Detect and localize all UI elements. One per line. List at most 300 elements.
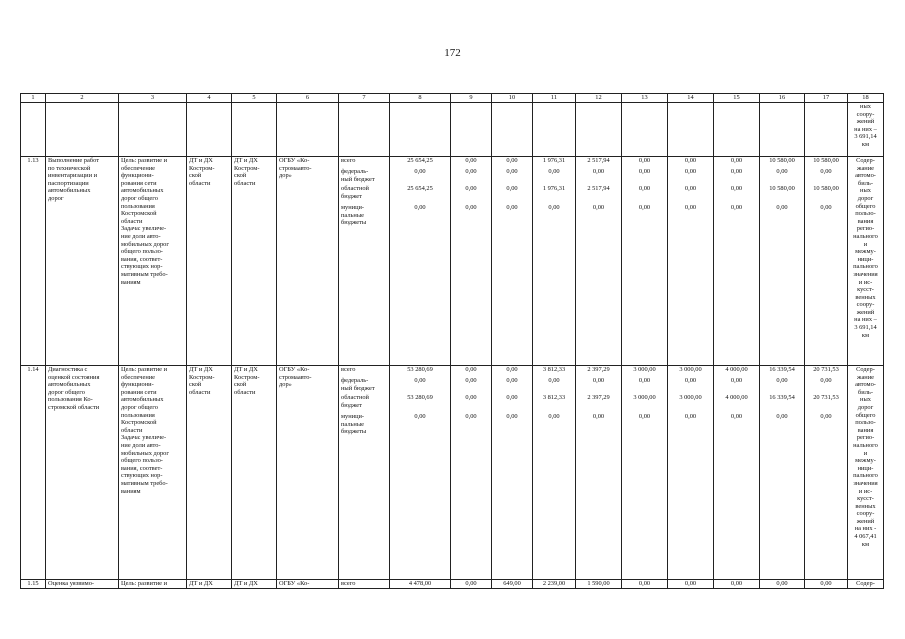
funding-source — [341, 168, 387, 185]
text-line: всего — [341, 157, 356, 164]
table-row — [21, 580, 884, 589]
header-cell: 1 — [21, 94, 46, 103]
text-line: ской — [234, 381, 247, 389]
amount-value: 25 654,25 — [407, 185, 433, 192]
amount-value: 0,00 — [465, 185, 477, 192]
amount-value: 0,00 — [638, 413, 651, 420]
text-line: областной — [341, 185, 369, 192]
text-line: Содер- — [856, 366, 875, 373]
funding-source — [341, 185, 387, 204]
text-line: общего — [855, 411, 876, 419]
text-line: ДТ и ДХ — [234, 157, 258, 164]
text-line: жений — [856, 517, 875, 525]
text-line: нального — [853, 441, 878, 449]
text-line: мобильных дорог — [121, 449, 169, 457]
text-line: Костром- — [234, 164, 260, 172]
text-line: биль- — [858, 388, 873, 396]
amount-value: 0,00 — [638, 377, 651, 384]
text-line: значения — [853, 270, 878, 278]
amount-cell — [668, 157, 714, 366]
amount-value: 0,00 — [548, 377, 560, 384]
amount-value: 16 339,54 — [769, 366, 795, 373]
amount-value: 0,00 — [730, 204, 743, 211]
amount-value: 25 654,25 — [407, 157, 433, 164]
text-line: автомобильных — [121, 187, 164, 195]
text-line: межму- — [855, 248, 876, 256]
amount-value: 0,00 — [465, 366, 477, 373]
text-line: км — [861, 540, 870, 548]
text-line: 3 691,14 — [854, 324, 877, 332]
amount-value: 1 976,31 — [542, 185, 566, 192]
note-line: на них – — [854, 125, 877, 133]
event-name — [46, 366, 119, 580]
co-executor — [232, 366, 277, 580]
amount-value: 2 517,94 — [587, 157, 610, 164]
text-line: ОГБУ «Ко- — [279, 157, 310, 164]
amount-cell — [668, 580, 714, 589]
text-line: венных — [855, 502, 876, 510]
amount-value: 0,00 — [820, 377, 832, 384]
header-cell: 5 — [232, 94, 277, 103]
text-line: ствующих нор- — [121, 263, 163, 271]
goal-task — [119, 580, 187, 589]
amount-cell — [533, 580, 576, 589]
text-line: дорог общего — [121, 403, 158, 411]
amount-value: 0,00 — [506, 366, 518, 373]
funding-source — [341, 377, 387, 394]
text-line: муници- — [341, 204, 365, 211]
text-line: общего пользо- — [121, 248, 163, 256]
text-line: ници- — [857, 464, 874, 472]
amount-value: 3 812,33 — [542, 366, 566, 373]
text-line: Костромской — [121, 419, 157, 427]
text-line: Диагностика с — [48, 366, 88, 373]
text-line: ных — [860, 396, 871, 404]
text-line: ДТ и ДХ — [234, 366, 258, 373]
text-line: пользо- — [855, 210, 876, 218]
amount-value: 4 478,00 — [408, 580, 432, 587]
amount-cell — [622, 580, 668, 589]
text-line: км — [861, 331, 870, 339]
responsible-executor — [187, 580, 232, 589]
amount-value: 0,00 — [506, 204, 518, 211]
row-number — [21, 580, 46, 589]
amount-value: 0,00 — [684, 157, 697, 164]
text-line: мативным требо- — [121, 270, 168, 278]
text-line: ние доли авто- — [121, 232, 161, 240]
text-line: ОГБУ «Ко- — [279, 366, 310, 373]
text-line: и — [863, 449, 868, 457]
amount-value: 0,00 — [506, 394, 518, 401]
text-line: кусст- — [857, 286, 874, 294]
amount-value: 3 812,33 — [542, 394, 566, 401]
amount-value: 0,00 — [684, 204, 697, 211]
amount-value: 10 580,00 — [813, 157, 839, 164]
header-cell: 17 — [805, 94, 848, 103]
text-line: ОГБУ «Ко- — [279, 580, 310, 587]
amount-cell — [622, 366, 668, 580]
note-line: соору- — [856, 110, 875, 118]
amount-value: 16 339,54 — [769, 394, 795, 401]
text-line: области — [189, 388, 211, 396]
amount-value: 0,00 — [820, 204, 832, 211]
amount-value: 0,00 — [506, 413, 518, 420]
goal-task — [119, 366, 187, 580]
text-line: Цель: развитие и — [121, 580, 167, 587]
amount-value: 0,00 — [684, 168, 697, 175]
amount-value: 0,00 — [638, 157, 651, 164]
text-line: ствующих нор- — [121, 472, 163, 480]
text-line: регио- — [856, 225, 875, 233]
amount-value: 0,00 — [638, 185, 651, 192]
text-line: ный бюджет — [341, 175, 375, 183]
text-line: ДТ и ДХ — [189, 580, 213, 587]
participant — [277, 366, 339, 580]
continuation-row — [21, 103, 884, 157]
header-cell: 12 — [576, 94, 622, 103]
text-line: соору- — [856, 510, 875, 518]
text-line: соору- — [856, 301, 875, 309]
amount-value: 0,00 — [465, 377, 477, 384]
amount-cell — [805, 157, 848, 366]
amount-value: 0,00 — [730, 168, 743, 175]
amount-value: 1 976,31 — [542, 157, 566, 164]
funding-source — [339, 580, 390, 589]
text-line: значения — [853, 479, 878, 487]
amount-value: 0,00 — [465, 157, 477, 164]
text-line: ДТ и ДХ — [189, 157, 213, 164]
header-cell: 16 — [760, 94, 805, 103]
amount-value: 0,00 — [730, 413, 743, 420]
text-line: всего — [341, 366, 356, 373]
text-line: венных — [855, 293, 876, 301]
amount-cell — [390, 366, 451, 580]
continuation-note — [848, 103, 884, 157]
funding-source — [341, 157, 387, 168]
amount-cell — [451, 580, 492, 589]
note-line: ных — [860, 103, 871, 110]
funding-sources — [339, 157, 390, 366]
amount-value: 0,00 — [730, 377, 743, 384]
text-line: пального — [853, 263, 878, 271]
text-line: ваниям — [121, 278, 141, 286]
text-line: по технической — [48, 164, 91, 172]
amount-value: 0,00 — [684, 413, 697, 420]
text-line: Костром- — [234, 373, 260, 381]
text-line: общего — [855, 202, 876, 210]
text-line: дорог — [48, 194, 64, 202]
amount-value: 0,00 — [414, 413, 426, 420]
text-line: вания, соответ- — [121, 464, 163, 472]
text-line: Костром- — [189, 164, 215, 172]
text-line: Цель: развитие и — [121, 157, 167, 164]
amount-value: 0,00 — [730, 157, 743, 164]
amount-value: 0,00 — [465, 394, 477, 401]
amount-value: 0,00 — [776, 204, 788, 211]
funding-source — [341, 204, 387, 232]
goal-task — [119, 157, 187, 366]
funding-source — [341, 413, 387, 441]
text-line: Костромской — [121, 210, 157, 218]
text-line: Выполнение работ — [48, 157, 99, 164]
amount-value: 0,00 — [465, 168, 477, 175]
amount-value: 4 000,00 — [725, 366, 748, 373]
text-line: ници- — [857, 255, 874, 263]
text-line: стромаавто- — [279, 164, 312, 172]
result-indicator — [848, 366, 884, 580]
text-line: ДТ и ДХ — [234, 580, 258, 587]
result-indicator — [848, 580, 884, 589]
text-line: ской — [189, 172, 202, 180]
amount-value: 3 000,00 — [633, 394, 656, 401]
amount-value: 0,00 — [684, 580, 697, 587]
co-executor — [232, 580, 277, 589]
text-line: Задача: увеличе- — [121, 434, 167, 442]
text-line: рования сети — [121, 179, 157, 187]
amount-value: 2 397,29 — [587, 394, 610, 401]
amount-value: 0,00 — [684, 377, 697, 384]
text-line: бюджеты — [341, 219, 367, 227]
text-line: паспортизации — [48, 179, 89, 187]
amount-value: 0,00 — [592, 413, 605, 420]
text-line: автомобильных — [48, 187, 91, 195]
amount-cell — [714, 157, 760, 366]
funding-sources — [339, 366, 390, 580]
text-line: пального — [853, 472, 878, 480]
amount-value: 0,00 — [548, 413, 560, 420]
event-name — [46, 580, 119, 589]
responsible-executor — [187, 366, 232, 580]
text-line: мативным требо- — [121, 479, 168, 487]
text-line: пользования Ко- — [48, 396, 93, 404]
text-line: Задача: увеличе- — [121, 225, 167, 233]
text-line: жание — [857, 373, 874, 381]
text-line: оценкой состояния — [48, 373, 100, 381]
text-line: жений — [856, 308, 875, 316]
text-line: и — [863, 240, 868, 248]
text-line: ваниям — [121, 487, 141, 495]
header-cell: 14 — [668, 94, 714, 103]
amount-value: 1 590,00 — [587, 580, 610, 587]
amount-cell — [533, 366, 576, 580]
text-line: бюджет — [341, 401, 362, 409]
text-line: ской — [234, 172, 247, 180]
header-cell: 18 — [848, 94, 884, 103]
amount-value: 3 000,00 — [633, 366, 656, 373]
text-line: области — [121, 426, 143, 434]
amount-value: 0,00 — [820, 168, 832, 175]
funding-source — [341, 366, 387, 377]
amount-cell — [390, 157, 451, 366]
text-line: области — [234, 388, 256, 396]
text-line: и ис- — [858, 278, 873, 286]
text-line: обеспечение — [121, 373, 156, 381]
amount-value: 0,00 — [506, 168, 518, 175]
amount-cell — [576, 580, 622, 589]
amount-cell — [390, 580, 451, 589]
amount-value: 0,00 — [506, 157, 518, 164]
text-line: ных — [860, 187, 871, 195]
amount-value: 53 280,69 — [407, 366, 433, 373]
amount-value: 0,00 — [548, 168, 560, 175]
text-line: пальные — [341, 211, 364, 219]
text-line: дорог — [857, 194, 874, 202]
note-line: жений — [856, 118, 875, 126]
amount-value: 0,00 — [414, 168, 426, 175]
text-line: всего — [341, 580, 356, 587]
text-line: муници- — [341, 413, 365, 420]
text-line: пользования — [121, 202, 155, 210]
text-line: инвентаризации и — [48, 172, 98, 180]
amount-cell — [492, 366, 533, 580]
text-line: федераль- — [341, 377, 369, 384]
text-line: автомобильных — [121, 396, 164, 404]
header-cell: 9 — [451, 94, 492, 103]
header-cell: 7 — [339, 94, 390, 103]
text-line: общего пользо- — [121, 457, 163, 465]
note-line: км — [861, 140, 870, 148]
text-line: Оценка уязвимо- — [48, 580, 95, 587]
amount-value: 0,00 — [820, 580, 832, 587]
amount-value: 3 000,00 — [679, 366, 702, 373]
result-indicator — [848, 157, 884, 366]
amount-cell — [622, 157, 668, 366]
amount-value: 0,00 — [506, 377, 518, 384]
text-line: функциони- — [121, 172, 154, 180]
text-line: пользования — [121, 411, 155, 419]
amount-value: 10 580,00 — [813, 185, 839, 192]
amount-value: 0,00 — [638, 168, 651, 175]
text-line: вания — [857, 217, 874, 225]
header-cell: 8 — [390, 94, 451, 103]
responsible-executor — [187, 157, 232, 366]
table-row — [21, 157, 884, 366]
text-line: жание — [857, 164, 874, 172]
amount-cell — [805, 366, 848, 580]
amount-value: 2 239,00 — [542, 580, 566, 587]
text-line: нального — [853, 232, 878, 240]
text-line: на них – — [854, 316, 877, 324]
text-line: мобильных дорог — [121, 240, 169, 248]
participant — [277, 580, 339, 589]
amount-value: 10 580,00 — [769, 185, 795, 192]
amount-value: 2 397,29 — [587, 366, 610, 373]
amount-cell — [805, 580, 848, 589]
amount-value: 2 517,94 — [587, 185, 610, 192]
header-cell: 15 — [714, 94, 760, 103]
amount-value: 0,00 — [820, 413, 832, 420]
amount-value: 20 731,53 — [813, 366, 839, 373]
amount-cell — [576, 366, 622, 580]
note-line: 3 691,14 — [854, 133, 877, 141]
amount-value: 0,00 — [776, 580, 788, 587]
text-line: пальные — [341, 420, 364, 428]
text-line: Содер- — [856, 580, 875, 587]
header-cell: 10 — [492, 94, 533, 103]
amount-cell — [760, 366, 805, 580]
amount-value: 0,00 — [776, 377, 788, 384]
row-number: 1.13 — [21, 157, 46, 366]
header-cell: 13 — [622, 94, 668, 103]
amount-value: 0,00 — [776, 168, 788, 175]
text-line: дор» — [279, 381, 292, 389]
amount-value: 0,00 — [548, 204, 560, 211]
text-line: ние доли авто- — [121, 441, 161, 449]
amount-value: 0,00 — [638, 204, 651, 211]
amount-value: 0,00 — [592, 377, 605, 384]
text-line: 4 067,41 — [854, 533, 877, 541]
header-cell: 3 — [119, 94, 187, 103]
text-line: бюджет — [341, 192, 362, 200]
amount-value: 0,00 — [776, 413, 788, 420]
amount-cell — [576, 157, 622, 366]
header-row — [21, 94, 884, 103]
amount-value: 0,00 — [465, 580, 477, 587]
co-executor — [232, 157, 277, 366]
amount-value: 0,00 — [465, 413, 477, 420]
text-line: дорог общего — [121, 194, 158, 202]
text-line: ДТ и ДХ — [189, 366, 213, 373]
text-line: Цель: развитие и — [121, 366, 167, 373]
header-cell: 11 — [533, 94, 576, 103]
header-cell: 4 — [187, 94, 232, 103]
event-name — [46, 157, 119, 366]
amount-cell — [492, 157, 533, 366]
text-line: вания — [857, 426, 874, 434]
amount-value: 0,00 — [592, 168, 605, 175]
amount-cell — [760, 580, 805, 589]
amount-value: 0,00 — [414, 204, 426, 211]
header-cell: 6 — [277, 94, 339, 103]
amount-value: 3 000,00 — [679, 394, 702, 401]
text-line: рования сети — [121, 388, 157, 396]
amount-cell — [533, 157, 576, 366]
amount-cell — [714, 366, 760, 580]
amount-cell — [668, 366, 714, 580]
header-cell: 2 — [46, 94, 119, 103]
text-line: стромской области — [48, 403, 100, 411]
text-line: функциони- — [121, 381, 154, 389]
text-line: обеспечение — [121, 164, 156, 172]
text-line: областной — [341, 394, 369, 401]
text-line: дорог общего — [48, 388, 85, 396]
table-row — [21, 366, 884, 580]
text-line: автомо- — [855, 172, 876, 180]
text-line: области — [189, 179, 211, 187]
text-line: федераль- — [341, 168, 369, 175]
funding-source — [341, 394, 387, 413]
amount-value: 4 000,00 — [725, 394, 748, 401]
amount-value: 10 580,00 — [769, 157, 795, 164]
amount-cell — [451, 366, 492, 580]
text-line: Содер- — [856, 157, 875, 164]
amount-value: 649,00 — [503, 580, 521, 587]
amount-value: 0,00 — [465, 204, 477, 211]
row-number: 1.14 — [21, 366, 46, 580]
text-line: на них - — [854, 525, 877, 533]
amount-value: 0,00 — [638, 580, 651, 587]
page-number: 172 — [444, 47, 461, 59]
amount-value: 0,00 — [592, 204, 605, 211]
text-line: дорог — [857, 403, 874, 411]
text-line: стромаавто- — [279, 373, 312, 381]
amount-cell — [760, 157, 805, 366]
amount-cell — [451, 157, 492, 366]
amount-value: 0,00 — [730, 580, 743, 587]
participant — [277, 157, 339, 366]
amount-value: 0,00 — [730, 185, 743, 192]
amount-value: 53 280,69 — [407, 394, 433, 401]
